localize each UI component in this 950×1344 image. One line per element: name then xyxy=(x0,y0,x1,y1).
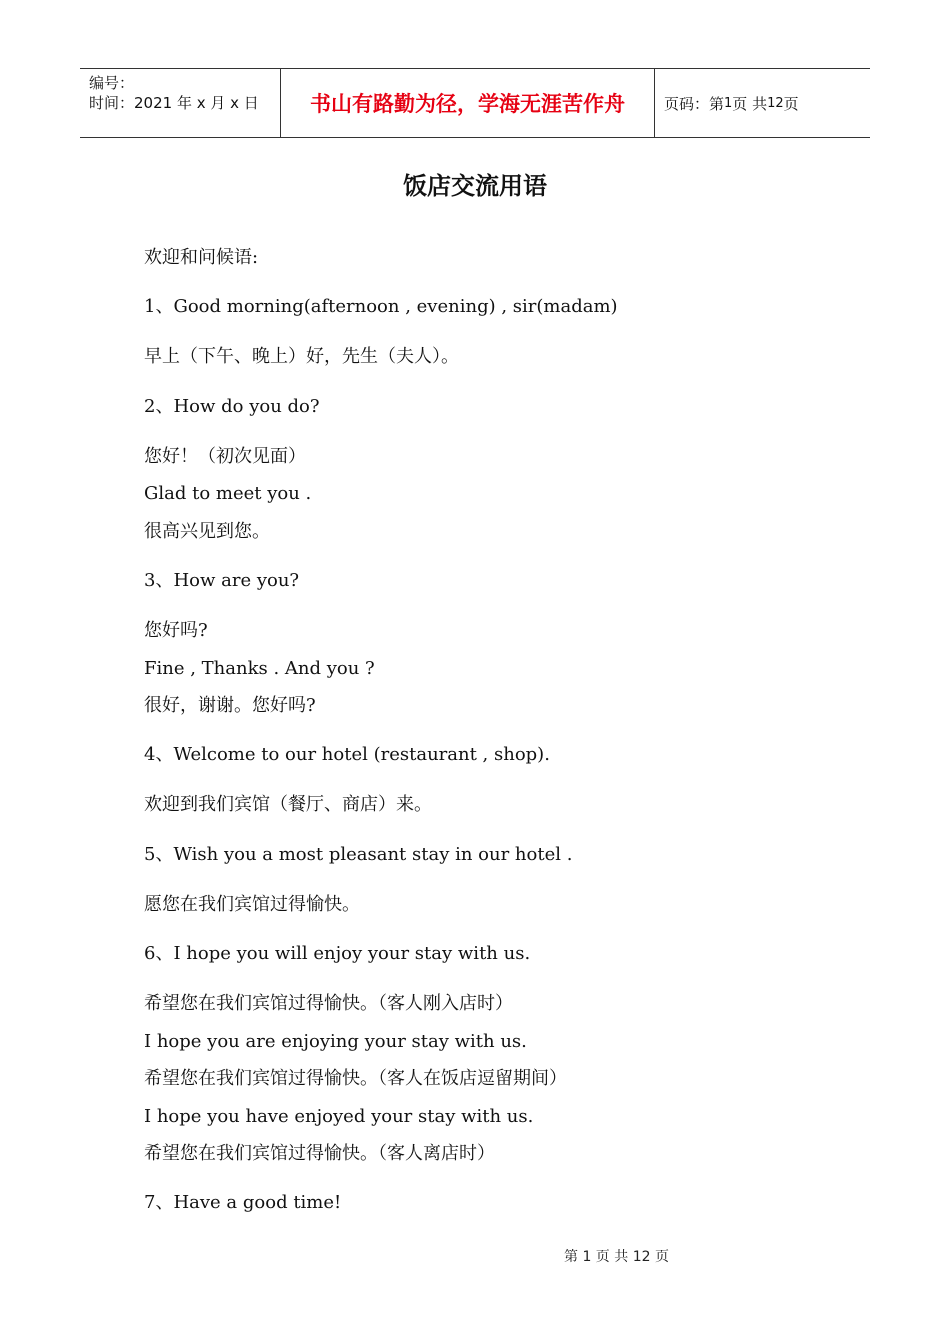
page-prefix: 页码：第 xyxy=(664,94,725,113)
text-line: 6、I hope you will enjoy your stay with us. xyxy=(144,943,531,964)
page-mid: 页 共 xyxy=(732,94,768,113)
text-line: 希望您在我们宾馆过得愉快。（客人离店时） xyxy=(144,1143,495,1164)
document-title: 饭店交流用语 xyxy=(403,171,547,200)
text-line: 愿您在我们宾馆过得愉快。 xyxy=(144,894,360,915)
text-line: I hope you have enjoyed your stay with us. xyxy=(144,1106,534,1127)
header-page-indicator xyxy=(655,69,870,137)
header-number-label: 编号： xyxy=(89,74,135,92)
text-line: 欢迎到我们宾馆（餐厅、商店）来。 xyxy=(144,794,432,815)
text-line: 很好，谢谢。您好吗? xyxy=(144,695,316,716)
header-motto: 书山有路勤为径，学海无涯苦作舟 xyxy=(281,69,655,137)
text-line: 很高兴见到您。 xyxy=(144,521,270,542)
header-info-cell xyxy=(80,69,281,137)
text-line: 5、Wish you a most pleasant stay in our hotel . xyxy=(144,844,573,865)
text-line: 3、How are you? xyxy=(144,570,300,591)
text-line: I hope you are enjoying your stay with us. xyxy=(144,1031,527,1052)
text-line: 7、Have a good time! xyxy=(144,1192,342,1213)
text-line: 希望您在我们宾馆过得愉快。（客人在饭店逗留期间） xyxy=(144,1068,567,1089)
header-time-label: 时间：2021 年 x 月 x 日 xyxy=(89,94,259,112)
text-line: 1、Good morning(afternoon , evening) , sir(madam) xyxy=(144,296,618,317)
text-line: 2、How do you do? xyxy=(144,396,320,417)
section-heading: 欢迎和问候语: xyxy=(144,247,259,268)
text-line: 4、Welcome to our hotel (restaurant , shop). xyxy=(144,744,550,765)
text-line: 您好！（初次见面） xyxy=(144,446,306,467)
page-current: 1 xyxy=(724,95,733,111)
page-header xyxy=(80,68,870,138)
page-footer: 第 1 页 共 12 页 xyxy=(564,1249,669,1265)
page-total: 12 xyxy=(767,95,784,111)
text-line: Glad to meet you . xyxy=(144,483,312,504)
text-line: 您好吗? xyxy=(144,620,208,641)
text-line: 希望您在我们宾馆过得愉快。（客人刚入店时） xyxy=(144,993,513,1014)
text-line: Fine , Thanks . And you ? xyxy=(144,658,375,679)
page-suffix: 页 xyxy=(783,94,799,113)
text-line: 早上（下午、晚上）好，先生（夫人）。 xyxy=(144,346,459,367)
